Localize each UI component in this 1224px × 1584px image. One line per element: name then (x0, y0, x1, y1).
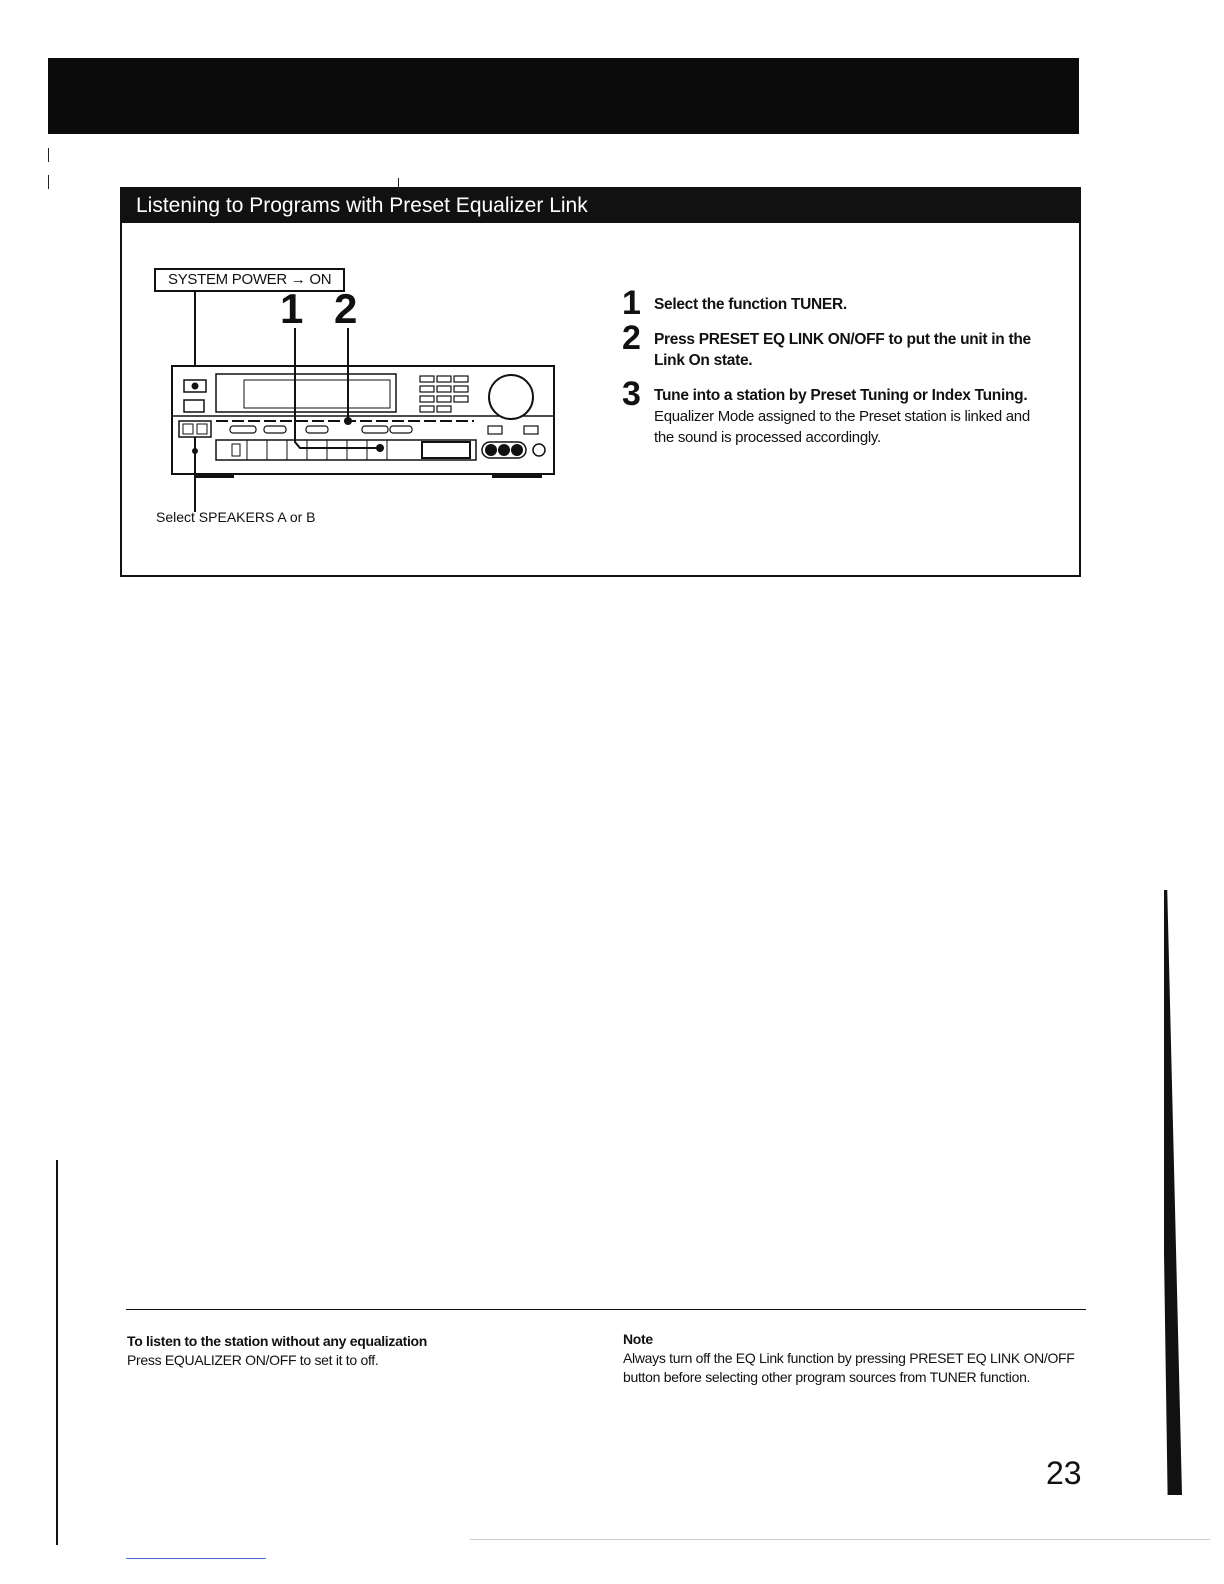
system-power-label: SYSTEM POWER → ON (154, 268, 345, 292)
step-list (622, 284, 1042, 462)
speakers-label: Select SPEAKERS A or B (156, 509, 316, 525)
page-number: 23 (1046, 1455, 1082, 1491)
note-text: Always turn off the EQ Link function by pressing PRESET EQ LINK ON/OFF button before selecting other program sources from TUNER function. (623, 1350, 1075, 1385)
step-number: 3 (622, 375, 641, 413)
step-title: Press PRESET EQ LINK ON/OFF to put the unit in the Link On state. (654, 331, 1031, 369)
step-title: Select the function TUNER. (654, 296, 847, 313)
left-edge-line (56, 1160, 58, 1545)
margin-mark (48, 148, 49, 162)
tip-text: Press EQUALIZER ON/OFF to set it to off. (127, 1352, 379, 1368)
step-title: Tune into a station by Preset Tuning or Index Tuning. (654, 387, 1028, 404)
tip-heading: To listen to the station without any equalization (127, 1333, 428, 1349)
step-number: 2 (622, 319, 641, 357)
page-edge-bar (1164, 890, 1182, 1495)
step-item (622, 375, 1042, 448)
step-detail: Equalizer Mode assigned to the Preset station is linked and the sound is processed accordingly. (654, 408, 1030, 446)
step-number: 1 (622, 284, 641, 322)
scan-edge-line (470, 1539, 1210, 1540)
note-heading: Note (623, 1331, 653, 1347)
step-item (622, 284, 1042, 322)
top-banner (48, 58, 1079, 134)
receiver-diagram (152, 264, 562, 564)
step-item (622, 319, 1042, 371)
margin-mark (48, 175, 49, 189)
scan-edge-mark (126, 1558, 266, 1559)
footer-divider (126, 1309, 1086, 1310)
margin-mark (398, 178, 399, 192)
callout-number-1: 1 (280, 285, 304, 332)
instruction-panel (120, 187, 1081, 577)
section-title: Listening to Programs with Preset Equalizer Link (122, 189, 1079, 223)
footer-tip (127, 1332, 547, 1370)
footer-note (623, 1330, 1093, 1387)
callout-number-2: 2 (334, 285, 358, 332)
